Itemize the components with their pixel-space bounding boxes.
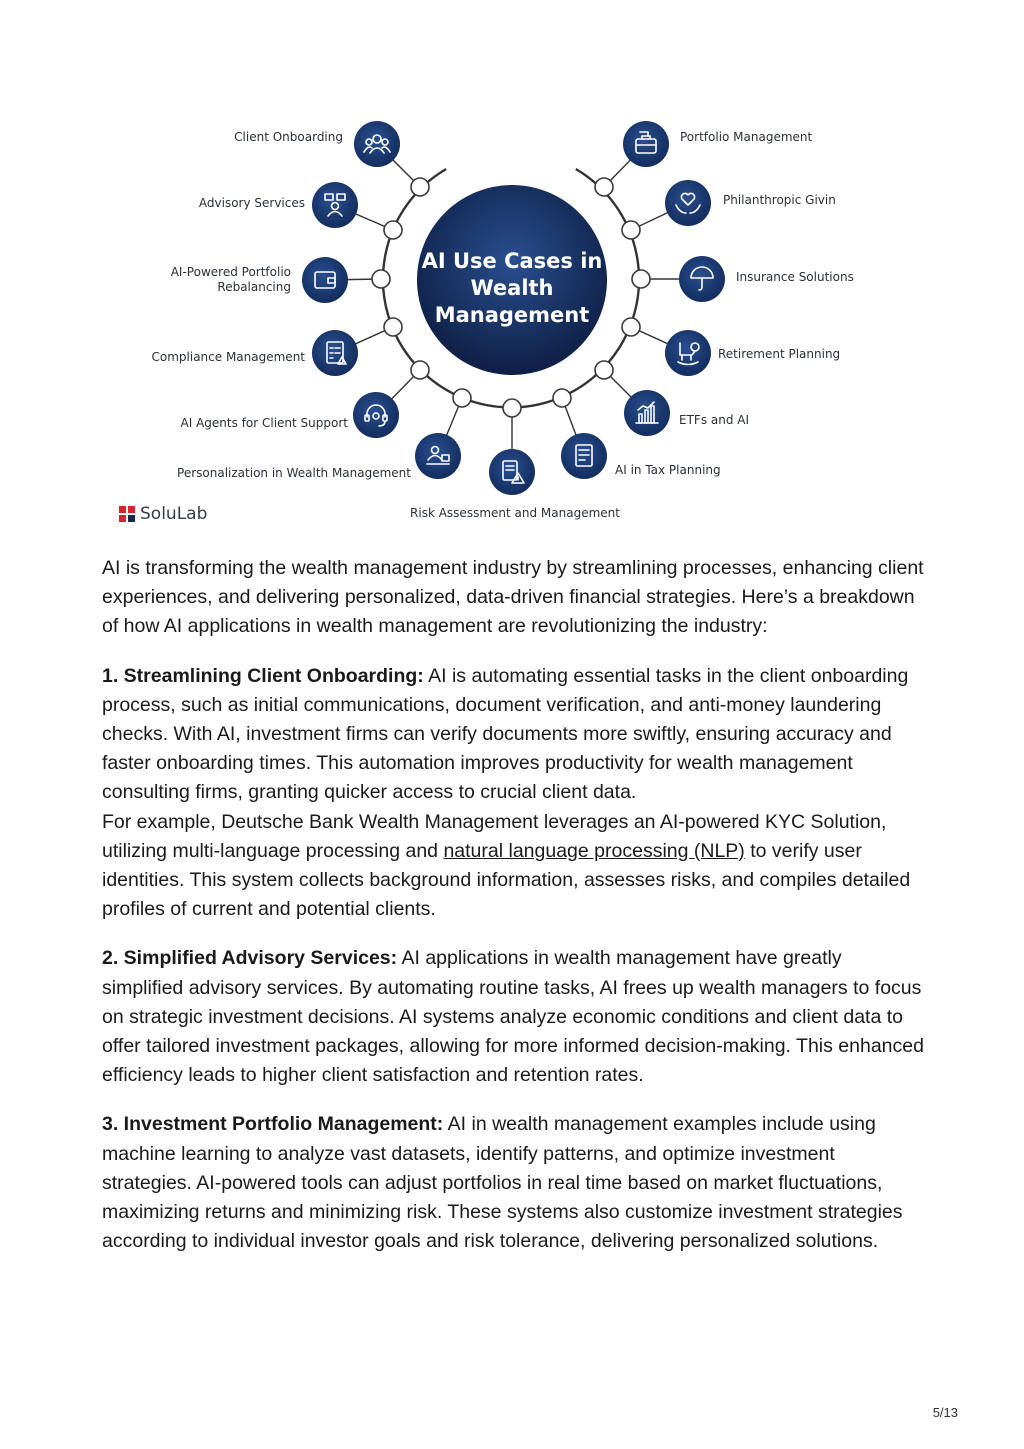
section-advisory-services <box>102 944 924 1090</box>
junction-node <box>622 221 640 239</box>
ai-powered-portfolio-rebalancing-label: Rebalancing <box>217 280 291 294</box>
junction-node <box>622 318 640 336</box>
junction-node <box>453 389 471 407</box>
junction-node <box>595 178 613 196</box>
checklist-icon <box>312 330 358 376</box>
risk-warning-icon <box>489 449 535 495</box>
solulab-logo-icon <box>119 506 135 522</box>
section-heading: 3. Investment Portfolio Management: <box>102 1113 444 1136</box>
section-example-text-end: to verify user identities. This system collects background information, assesses risks, and compiles detailed profiles of current and potential clients. <box>102 839 911 921</box>
ai-use-cases-diagram <box>0 0 1024 540</box>
section-heading: 2. Simplified Advisory Services: <box>102 947 398 970</box>
headset-icon <box>353 392 399 438</box>
ai-powered-portfolio-rebalancing-label: AI-Powered Portfolio <box>170 265 291 279</box>
section-text: AI is automating essential tasks in the client onboarding process, such as initial communications, document verification, and anti-money laundering checks. With AI, investment firms can verify documents more swiftly, ensuring accuracy and faster onboarding times. This automation improves productivity for wealth management consulting firms, granting quicker access to crucial client data. <box>102 664 909 804</box>
ai-agents-for-client-support-label: AI Agents for Client Support <box>180 416 348 430</box>
personalization-icon <box>415 433 461 479</box>
section-text: AI in wealth management examples include using machine learning to analyze vast datasets, identify patterns, and optimize investment strategies. AI-powered tools can adjust portfolios in real time based on market fluctuations, maximizing returns and minimizing risk. These systems also customize investment strategies according to individual investor goals and risk tolerance, delivering personalized solutions. <box>102 1113 903 1253</box>
junction-node <box>632 270 650 288</box>
section-text: AI applications in wealth management have greatly simplified advisory services. By automating routine tasks, AI frees up wealth managers to focus on strategic investment decisions. AI systems analyze economic conditions and client data to offer tailored investment packages, allowing for more informed decision-making. This enhanced efficiency leads to higher client satisfaction and retention rates. <box>102 947 924 1087</box>
risk-assessment-and-management-label: Risk Assessment and Management <box>410 506 620 520</box>
junction-node <box>384 221 402 239</box>
junction-node <box>411 178 429 196</box>
advisor-icon <box>312 182 358 228</box>
client-onboarding-label: Client Onboarding <box>234 130 343 144</box>
people-icon <box>354 121 400 167</box>
intro-paragraph: AI is transforming the wealth management industry by streamlining processes, enhancing client experiences, and delivering personalized, data-driven financial strategies. Here’s a breakdown of how AI applications in wealth management are revolutionizing the industry: <box>102 557 924 638</box>
diagram-title-line-3: Management <box>434 303 590 327</box>
section-heading: 1. Streamlining Client Onboarding: <box>102 664 424 687</box>
etfs-and-ai-label: ETFs and AI <box>679 413 750 427</box>
junction-node <box>553 389 571 407</box>
solulab-brand <box>119 502 207 526</box>
nlp-link[interactable]: natural language processing (NLP) <box>443 839 745 862</box>
portfolio-management-label: Portfolio Management <box>680 130 813 144</box>
diagram-title-line-2: Wealth <box>470 276 554 300</box>
tax-document-icon <box>561 433 607 479</box>
page-number: 5/13 <box>932 1405 958 1420</box>
umbrella-icon <box>679 256 725 302</box>
junction-node <box>384 318 402 336</box>
diagram-title-line-1: AI Use Cases in <box>421 249 603 273</box>
philanthropic-giving-label: Philanthropic Givin <box>723 193 836 207</box>
retirement-planning-label: Retirement Planning <box>718 347 841 361</box>
brand-name: SoluLab <box>140 504 208 524</box>
bar-chart-icon <box>624 390 670 436</box>
section-example-text: For example, Deutsche Bank Wealth Management leverages an AI-powered KYC Solution, utilizing multi-language processing and <box>102 810 887 862</box>
rocking-chair-icon <box>665 330 711 376</box>
compliance-management-label: Compliance Management <box>151 350 305 364</box>
heart-hands-icon <box>665 180 711 226</box>
junction-node <box>411 361 429 379</box>
wallet-icon <box>302 257 348 303</box>
section-client-onboarding <box>102 662 924 925</box>
ai-in-tax-planning-label: AI in Tax Planning <box>615 463 721 477</box>
personalization-in-wealth-management-label: Personalization in Wealth Management <box>177 466 411 480</box>
junction-node <box>372 270 390 288</box>
section-portfolio-management <box>102 1110 924 1256</box>
article-body <box>102 554 924 1276</box>
briefcase-icon <box>623 121 669 167</box>
advisory-services-label: Advisory Services <box>198 196 305 210</box>
insurance-solutions-label: Insurance Solutions <box>736 270 854 284</box>
junction-node <box>595 361 613 379</box>
junction-node <box>503 399 521 417</box>
